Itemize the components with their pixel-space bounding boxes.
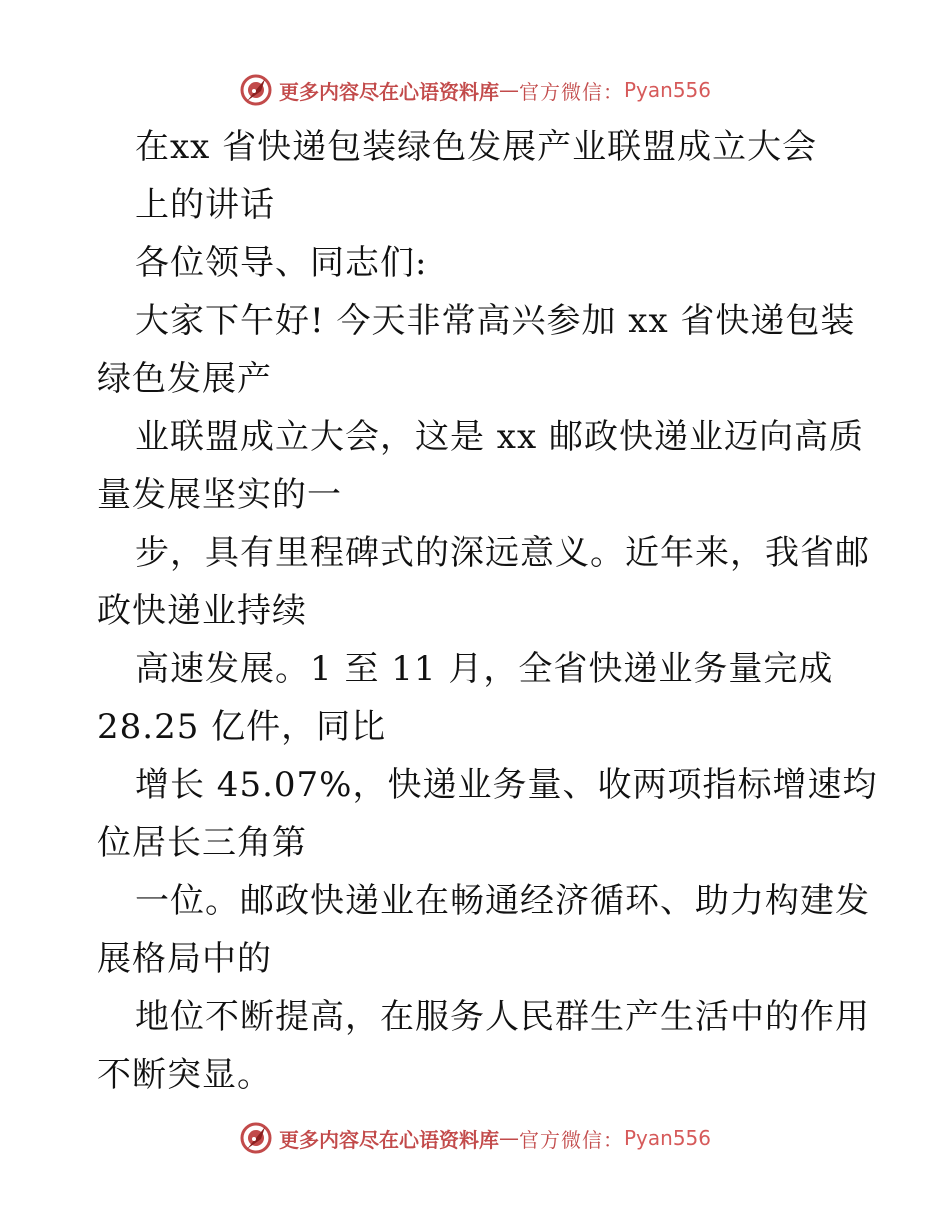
watermark-separator: — bbox=[498, 1126, 519, 1150]
text-line: 绿色发展产 bbox=[97, 359, 272, 399]
header-watermark bbox=[0, 70, 950, 110]
text-line: 展格局中的 bbox=[97, 939, 272, 979]
text-line: 一位。邮政快递业在畅通经济循环、助力构建发 bbox=[135, 881, 870, 921]
quill-logo-icon bbox=[239, 73, 273, 107]
watermark-separator: — bbox=[498, 78, 519, 102]
text-line: 增长 45.07%，快递业务量、收两项指标增速均 bbox=[135, 765, 878, 805]
watermark-wechat-id: Pyan556 bbox=[623, 1126, 711, 1150]
text-line: 上的讲话 bbox=[135, 185, 275, 225]
text-line: 业联盟成立大会，这是 xx 邮政快递业迈向高质 bbox=[135, 417, 864, 457]
text-line: 不断突显。 bbox=[97, 1055, 272, 1095]
document-body bbox=[97, 118, 878, 1104]
watermark-wechat-label: 官方微信： bbox=[518, 79, 624, 104]
watermark-wechat-id: Pyan556 bbox=[623, 78, 711, 102]
text-line: 步，具有里程碑式的深远意义。近年来，我省邮 bbox=[135, 533, 870, 573]
text-line: 28.25 亿件，同比 bbox=[97, 707, 387, 747]
footer-watermark bbox=[0, 1118, 950, 1158]
text-line: 大家下午好! 今天非常高兴参加 xx 省快递包装 bbox=[135, 301, 856, 341]
text-line: 各位领导、同志们: bbox=[135, 243, 428, 283]
quill-logo-icon bbox=[239, 1121, 273, 1155]
text-line: 地位不断提高，在服务人民群生产生活中的作用 bbox=[135, 997, 870, 1037]
watermark-main-text: 更多内容尽在心语资料库 bbox=[278, 79, 499, 104]
watermark-main-text: 更多内容尽在心语资料库 bbox=[278, 1127, 499, 1152]
text-line: 量发展坚实的一 bbox=[97, 475, 342, 515]
text-line: 高速发展。1 至 11 月，全省快递业务量完成 bbox=[135, 649, 834, 689]
text-line: 在xx 省快递包装绿色发展产业联盟成立大会 bbox=[135, 127, 818, 167]
watermark-wechat-label: 官方微信： bbox=[518, 1127, 624, 1152]
text-line: 政快递业持续 bbox=[97, 591, 307, 631]
text-line: 位居长三角第 bbox=[97, 823, 307, 863]
